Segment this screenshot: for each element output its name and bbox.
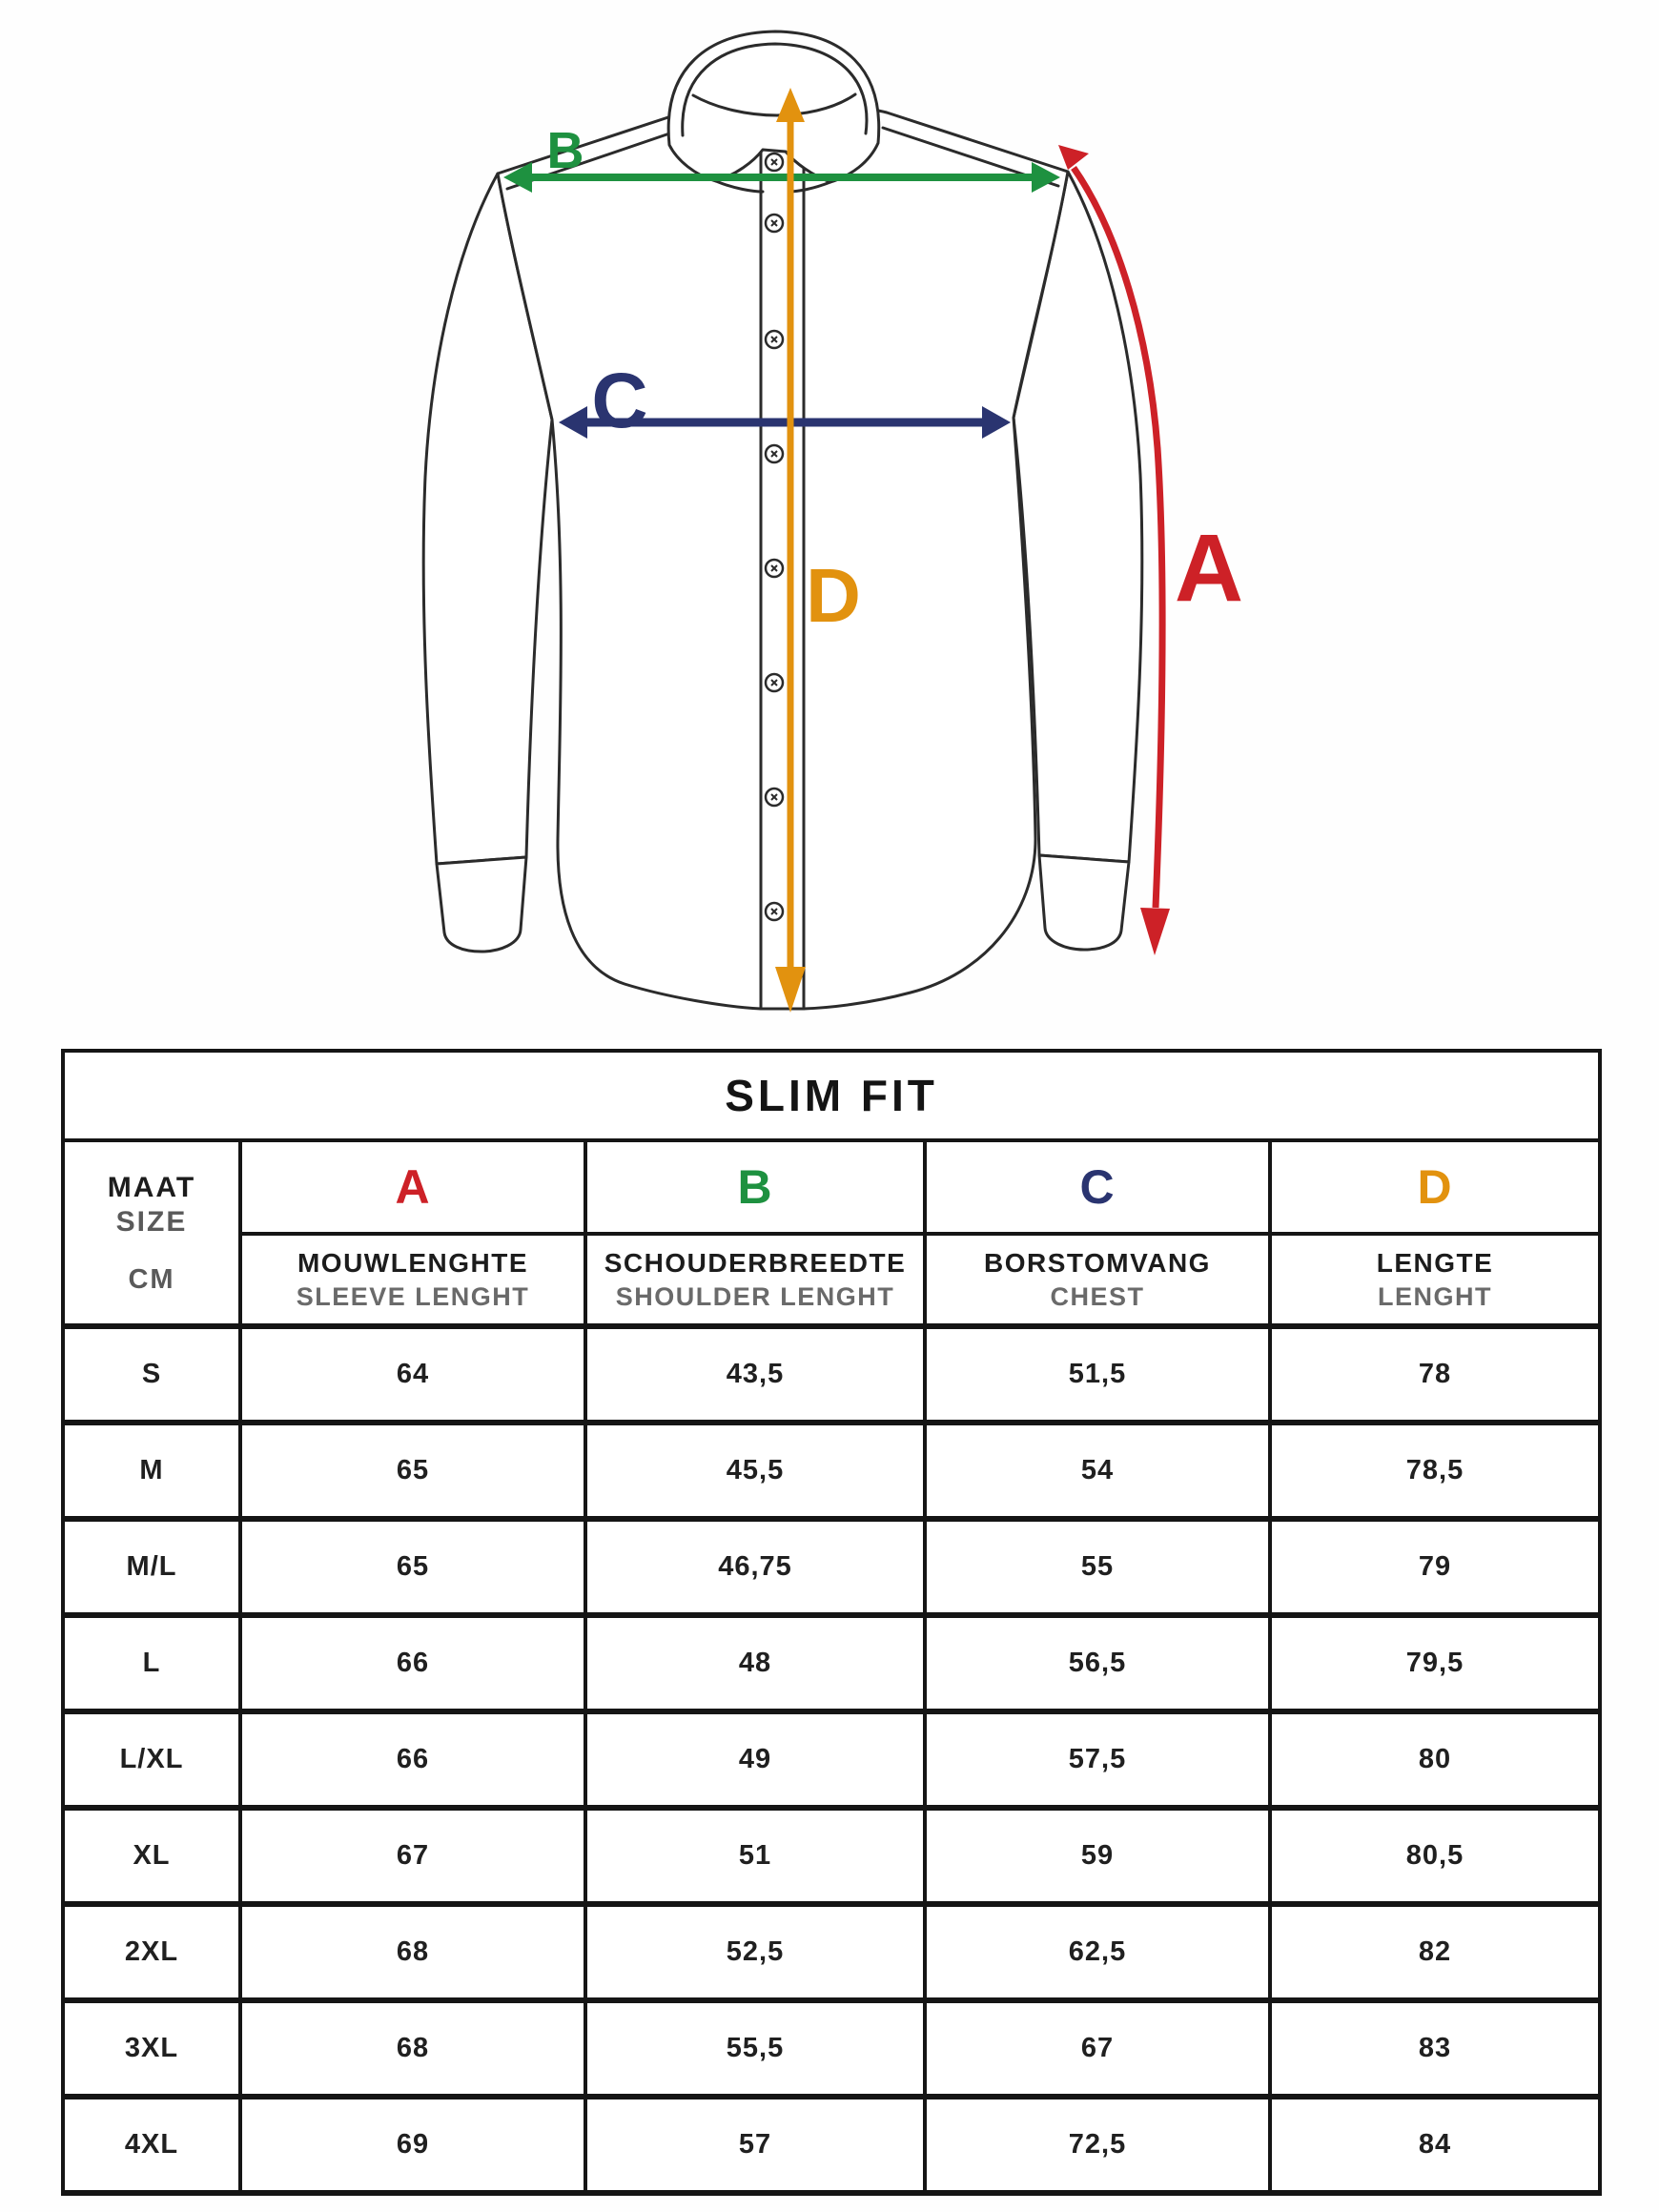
value-cell: 51 xyxy=(585,1808,925,1904)
table-row-m xyxy=(63,1423,1600,1519)
label-c: C xyxy=(591,358,648,444)
size-cell: 2XL xyxy=(63,1904,240,2000)
value-cell: 69 xyxy=(240,2097,585,2193)
left-cuff xyxy=(437,857,526,952)
value-cell: 78 xyxy=(1270,1326,1600,1423)
size-cell: 4XL xyxy=(63,2097,240,2193)
value-cell: 79 xyxy=(1270,1519,1600,1615)
value-cell: 67 xyxy=(925,2000,1270,2097)
size-header-cell xyxy=(63,1140,240,1326)
table-row-3xl xyxy=(63,2000,1600,2097)
column-letter-b: B xyxy=(585,1140,925,1234)
size-cell: M/L xyxy=(63,1519,240,1615)
names-row xyxy=(63,1234,1600,1326)
button xyxy=(766,903,783,920)
button xyxy=(766,215,783,232)
table-row-l xyxy=(63,1615,1600,1711)
table-row-s xyxy=(63,1326,1600,1423)
button xyxy=(766,154,783,171)
size-table xyxy=(61,1049,1602,2196)
value-cell: 80,5 xyxy=(1270,1808,1600,1904)
column-name-a: MOUWLENGHTE SLEEVE LENGHT xyxy=(240,1234,585,1326)
arrowhead-bottom-icon xyxy=(1140,908,1170,955)
value-cell: 54 xyxy=(925,1423,1270,1519)
value-cell: 56,5 xyxy=(925,1615,1270,1711)
value-cell: 57,5 xyxy=(925,1711,1270,1808)
column-name-c: BORSTOMVANG CHEST xyxy=(925,1234,1270,1326)
value-cell: 68 xyxy=(240,2000,585,2097)
value-cell: 45,5 xyxy=(585,1423,925,1519)
column-letter-d: D xyxy=(1270,1140,1600,1234)
value-cell: 46,75 xyxy=(585,1519,925,1615)
value-cell: 83 xyxy=(1270,2000,1600,2097)
size-label: SIZE xyxy=(115,1205,188,1238)
title-row xyxy=(63,1051,1600,1140)
size-cell: 3XL xyxy=(63,2000,240,2097)
value-cell: 72,5 xyxy=(925,2097,1270,2193)
value-cell: 66 xyxy=(240,1711,585,1808)
value-cell: 66 xyxy=(240,1615,585,1711)
value-cell: 55,5 xyxy=(585,2000,925,2097)
value-cell: 84 xyxy=(1270,2097,1600,2193)
button xyxy=(766,445,783,462)
value-cell: 79,5 xyxy=(1270,1615,1600,1711)
table-row-ml xyxy=(63,1519,1600,1615)
value-cell: 43,5 xyxy=(585,1326,925,1423)
value-cell: 78,5 xyxy=(1270,1423,1600,1519)
value-cell: 80 xyxy=(1270,1711,1600,1808)
column-letter-a: A xyxy=(240,1140,585,1234)
button xyxy=(766,674,783,691)
value-cell: 52,5 xyxy=(585,1904,925,2000)
letters-row xyxy=(63,1140,1600,1234)
table-title: SLIM FIT xyxy=(63,1051,1600,1140)
value-cell: 82 xyxy=(1270,1904,1600,2000)
size-cell: XL xyxy=(63,1808,240,1904)
table-row-2xl xyxy=(63,1904,1600,2000)
size-cell: L xyxy=(63,1615,240,1711)
button xyxy=(766,789,783,806)
column-name-d: LENGTE LENGHT xyxy=(1270,1234,1600,1326)
right-cuff xyxy=(1039,855,1129,950)
value-cell: 55 xyxy=(925,1519,1270,1615)
value-cell: 57 xyxy=(585,2097,925,2193)
label-a: A xyxy=(1174,515,1244,622)
value-cell: 64 xyxy=(240,1326,585,1423)
value-cell: 51,5 xyxy=(925,1326,1270,1423)
value-cell: 49 xyxy=(585,1711,925,1808)
value-cell: 65 xyxy=(240,1423,585,1519)
label-b: B xyxy=(546,122,584,179)
button xyxy=(766,560,783,577)
value-cell: 67 xyxy=(240,1808,585,1904)
value-cell: 48 xyxy=(585,1615,925,1711)
shirt-body xyxy=(498,106,1068,1009)
value-cell: 59 xyxy=(925,1808,1270,1904)
table-row-xl xyxy=(63,1808,1600,1904)
table-row-lxl xyxy=(63,1711,1600,1808)
size-cell: L/XL xyxy=(63,1711,240,1808)
value-cell: 65 xyxy=(240,1519,585,1615)
label-d: D xyxy=(806,553,861,638)
button xyxy=(766,331,783,348)
shirt-measurement-diagram xyxy=(0,0,1659,1054)
cm-label: CM xyxy=(128,1263,175,1295)
table-row-4xl xyxy=(63,2097,1600,2193)
column-name-b: SCHOUDERBREEDTE SHOULDER LENGHT xyxy=(585,1234,925,1326)
value-cell: 62,5 xyxy=(925,1904,1270,2000)
value-cell: 68 xyxy=(240,1904,585,2000)
arrowhead-top-icon xyxy=(1058,145,1089,170)
maat-label: MAAT xyxy=(107,1171,196,1203)
column-letter-c: C xyxy=(925,1140,1270,1234)
size-cell: S xyxy=(63,1326,240,1423)
size-cell: M xyxy=(63,1423,240,1519)
